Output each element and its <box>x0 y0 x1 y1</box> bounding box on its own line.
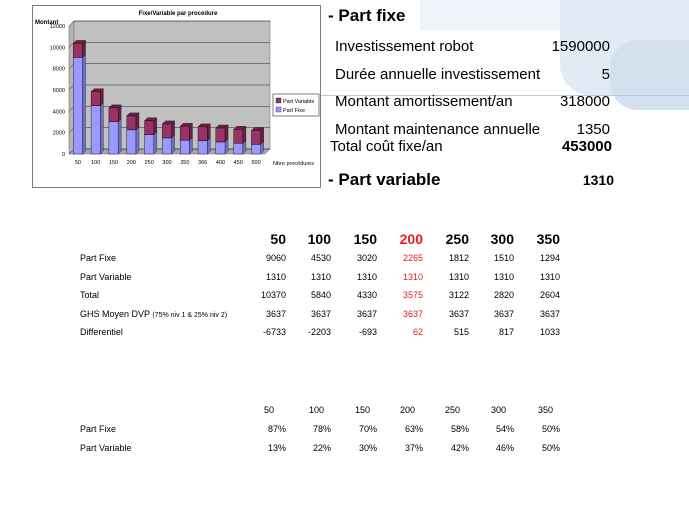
row-label: Part Variable <box>80 443 132 453</box>
cell-highlighted: 2265 <box>402 253 423 263</box>
bar-part-variable <box>127 116 136 130</box>
bar-part-fixe <box>180 140 189 154</box>
cell: 3637 <box>265 309 286 319</box>
cell-highlighted: 1310 <box>402 272 423 282</box>
y-tick-label: 10000 <box>49 45 65 52</box>
x-tick-label: 100 <box>91 160 101 166</box>
fixe-row-value: 1590000 <box>551 38 610 55</box>
cell: 817 <box>498 327 514 337</box>
cell: 3637 <box>356 309 377 319</box>
part-variable-title: Part variable <box>338 170 441 189</box>
part-fixe-header <box>328 6 406 26</box>
row-label-text: GHS Moyen DVP <box>80 309 150 319</box>
cell: 46% <box>495 443 514 453</box>
part-fixe-title: Part fixe <box>338 6 406 25</box>
part-variable-header <box>328 170 440 190</box>
bar-part-fixe-side <box>136 127 139 154</box>
column-header: 200 <box>400 405 416 415</box>
bar-part-fixe-side <box>172 135 175 154</box>
cell: 4330 <box>356 290 377 300</box>
bar-part-fixe-side <box>83 54 86 154</box>
bar-part-fixe <box>251 144 260 154</box>
cell: 4530 <box>310 253 331 263</box>
cell: 30% <box>358 443 377 453</box>
bar-part-variable <box>234 129 243 143</box>
x-tick-label: 366 <box>198 160 208 166</box>
y-tick-label: 4000 <box>52 109 65 116</box>
cell: 58% <box>450 424 469 434</box>
cell: 10370 <box>260 290 286 300</box>
total-fixe-label: Total coût fixe/an <box>330 138 443 155</box>
bar-part-fixe-side <box>154 132 157 154</box>
bar-part-variable <box>91 92 100 106</box>
cell: 54% <box>495 424 514 434</box>
column-header: 100 <box>309 405 325 415</box>
fixe-row-value: 5 <box>601 66 610 83</box>
bar-part-fixe <box>127 130 136 154</box>
bar-part-fixe <box>145 135 154 154</box>
y-tick-label: 0 <box>61 152 65 158</box>
fixe-row-label: Investissement robot <box>335 38 474 55</box>
x-tick-label: 150 <box>108 160 119 166</box>
chart-panel <box>32 5 321 188</box>
x-tick-label: 200 <box>126 160 136 166</box>
bar-part-fixe-side <box>118 119 121 154</box>
cell: 87% <box>267 424 286 434</box>
cell: 1310 <box>356 272 377 282</box>
x-tick-label: 450 <box>233 160 243 166</box>
bar-part-fixe-side <box>100 103 103 154</box>
row-label: Differentiel <box>80 327 123 337</box>
cell: 13% <box>267 443 286 453</box>
cell: 42% <box>450 443 469 453</box>
column-header: 50 <box>264 405 275 415</box>
x-tick-label: 250 <box>144 160 154 166</box>
row-label-note: (75% niv 1 & 25% niv 2) <box>152 312 228 319</box>
bar-part-variable <box>180 126 189 140</box>
cell: 1033 <box>539 327 560 337</box>
part-variable-value: 1310 <box>582 172 614 188</box>
y-axis-label: Montant <box>35 20 59 26</box>
cell: -2203 <box>307 327 331 337</box>
row-label: Part Fixe <box>80 253 117 263</box>
y-tick-label: 8000 <box>52 66 65 73</box>
cell: 3122 <box>448 290 469 300</box>
x-tick-label: 400 <box>215 160 226 166</box>
fixe-row-label: Montant amortissement/an <box>335 93 513 110</box>
cell: 50% <box>541 424 560 434</box>
bar-part-fixe <box>73 57 82 154</box>
part-variable-dash: - <box>328 170 334 189</box>
column-header: 100 <box>307 231 331 247</box>
fixe-row-value: 318000 <box>559 93 610 110</box>
cell: 70% <box>358 424 377 434</box>
bar-part-variable <box>109 108 118 122</box>
y-tick-label: 2000 <box>52 130 65 137</box>
cell: 2820 <box>493 290 514 300</box>
decorative-shape <box>610 40 689 110</box>
y-tick-label: 6000 <box>52 88 65 94</box>
cell: 1310 <box>265 272 286 282</box>
cell-highlighted: 62 <box>412 327 423 337</box>
cell: 1310 <box>493 272 514 282</box>
x-tick-label: 350 <box>180 160 190 166</box>
fixe-row-value: 1350 <box>576 121 610 138</box>
row-label <box>80 309 227 319</box>
cell: 1812 <box>448 253 469 263</box>
x-tick-label: 500 <box>251 160 261 166</box>
row-label: Part Variable <box>80 272 132 282</box>
cell: 515 <box>453 327 469 337</box>
bar-part-variable <box>198 127 207 141</box>
bar-part-variable <box>73 43 82 57</box>
chart-title: Fixe/Variable par procédure <box>138 11 218 17</box>
legend-swatch <box>276 98 281 103</box>
y-tick-label: 12000 <box>49 24 65 30</box>
fixe-row-label: Montant maintenance annuelle <box>335 121 541 138</box>
total-fixe-value: 453000 <box>561 138 612 155</box>
bar-part-variable <box>216 128 225 142</box>
column-header: 250 <box>445 405 461 415</box>
cell: 3637 <box>493 309 514 319</box>
part-fixe-dash: - <box>328 6 334 25</box>
cell: 1310 <box>448 272 469 282</box>
legend-swatch <box>276 107 281 112</box>
column-header: 300 <box>490 231 514 247</box>
column-header: 350 <box>538 405 554 415</box>
row-label: Part Fixe <box>80 424 117 434</box>
cell: 63% <box>404 424 423 434</box>
cell-highlighted: 3637 <box>402 309 423 319</box>
cell: 3637 <box>539 309 560 319</box>
row-label: Total <box>80 290 100 300</box>
cell: 1510 <box>493 253 514 263</box>
chart-svg <box>33 6 320 187</box>
bar-part-variable <box>251 130 260 144</box>
cell: 1294 <box>539 253 560 263</box>
column-header: 300 <box>491 405 507 415</box>
cell: -6733 <box>262 327 286 337</box>
cell: 78% <box>312 424 331 434</box>
bar-part-fixe <box>162 138 171 154</box>
column-header: 50 <box>270 231 286 247</box>
bar-part-variable <box>162 124 171 138</box>
bar-part-fixe <box>198 141 207 154</box>
bar-part-fixe <box>234 143 243 154</box>
cell: 5840 <box>310 290 331 300</box>
bar-part-fixe <box>216 142 225 154</box>
x-tick-label: 300 <box>162 160 172 166</box>
column-header: 350 <box>536 231 560 247</box>
column-header-highlighted: 200 <box>399 231 423 247</box>
cell: 2604 <box>539 290 560 300</box>
cell: 22% <box>312 443 331 453</box>
legend-label: Part Fixe <box>283 108 306 114</box>
column-header: 150 <box>353 231 377 247</box>
cell: -693 <box>358 327 377 337</box>
x-axis-label: Nbre procédures <box>273 161 314 167</box>
cell: 9060 <box>265 253 286 263</box>
cell: 37% <box>404 443 423 453</box>
bar-part-fixe <box>109 122 118 154</box>
cell-highlighted: 3575 <box>402 290 423 300</box>
cell: 1310 <box>310 272 331 282</box>
x-tick-label: 50 <box>74 160 81 166</box>
bar-part-variable <box>145 121 154 135</box>
cell: 3637 <box>448 309 469 319</box>
legend-label: Part Variable <box>283 99 315 105</box>
column-header: 150 <box>355 405 371 415</box>
fixe-row-label: Durée annuelle investissement <box>335 66 541 83</box>
bar-part-fixe <box>91 106 100 154</box>
column-header: 250 <box>445 231 469 247</box>
cell: 3020 <box>356 253 377 263</box>
cell: 50% <box>541 443 560 453</box>
cell: 1310 <box>539 272 560 282</box>
cell: 3637 <box>310 309 331 319</box>
